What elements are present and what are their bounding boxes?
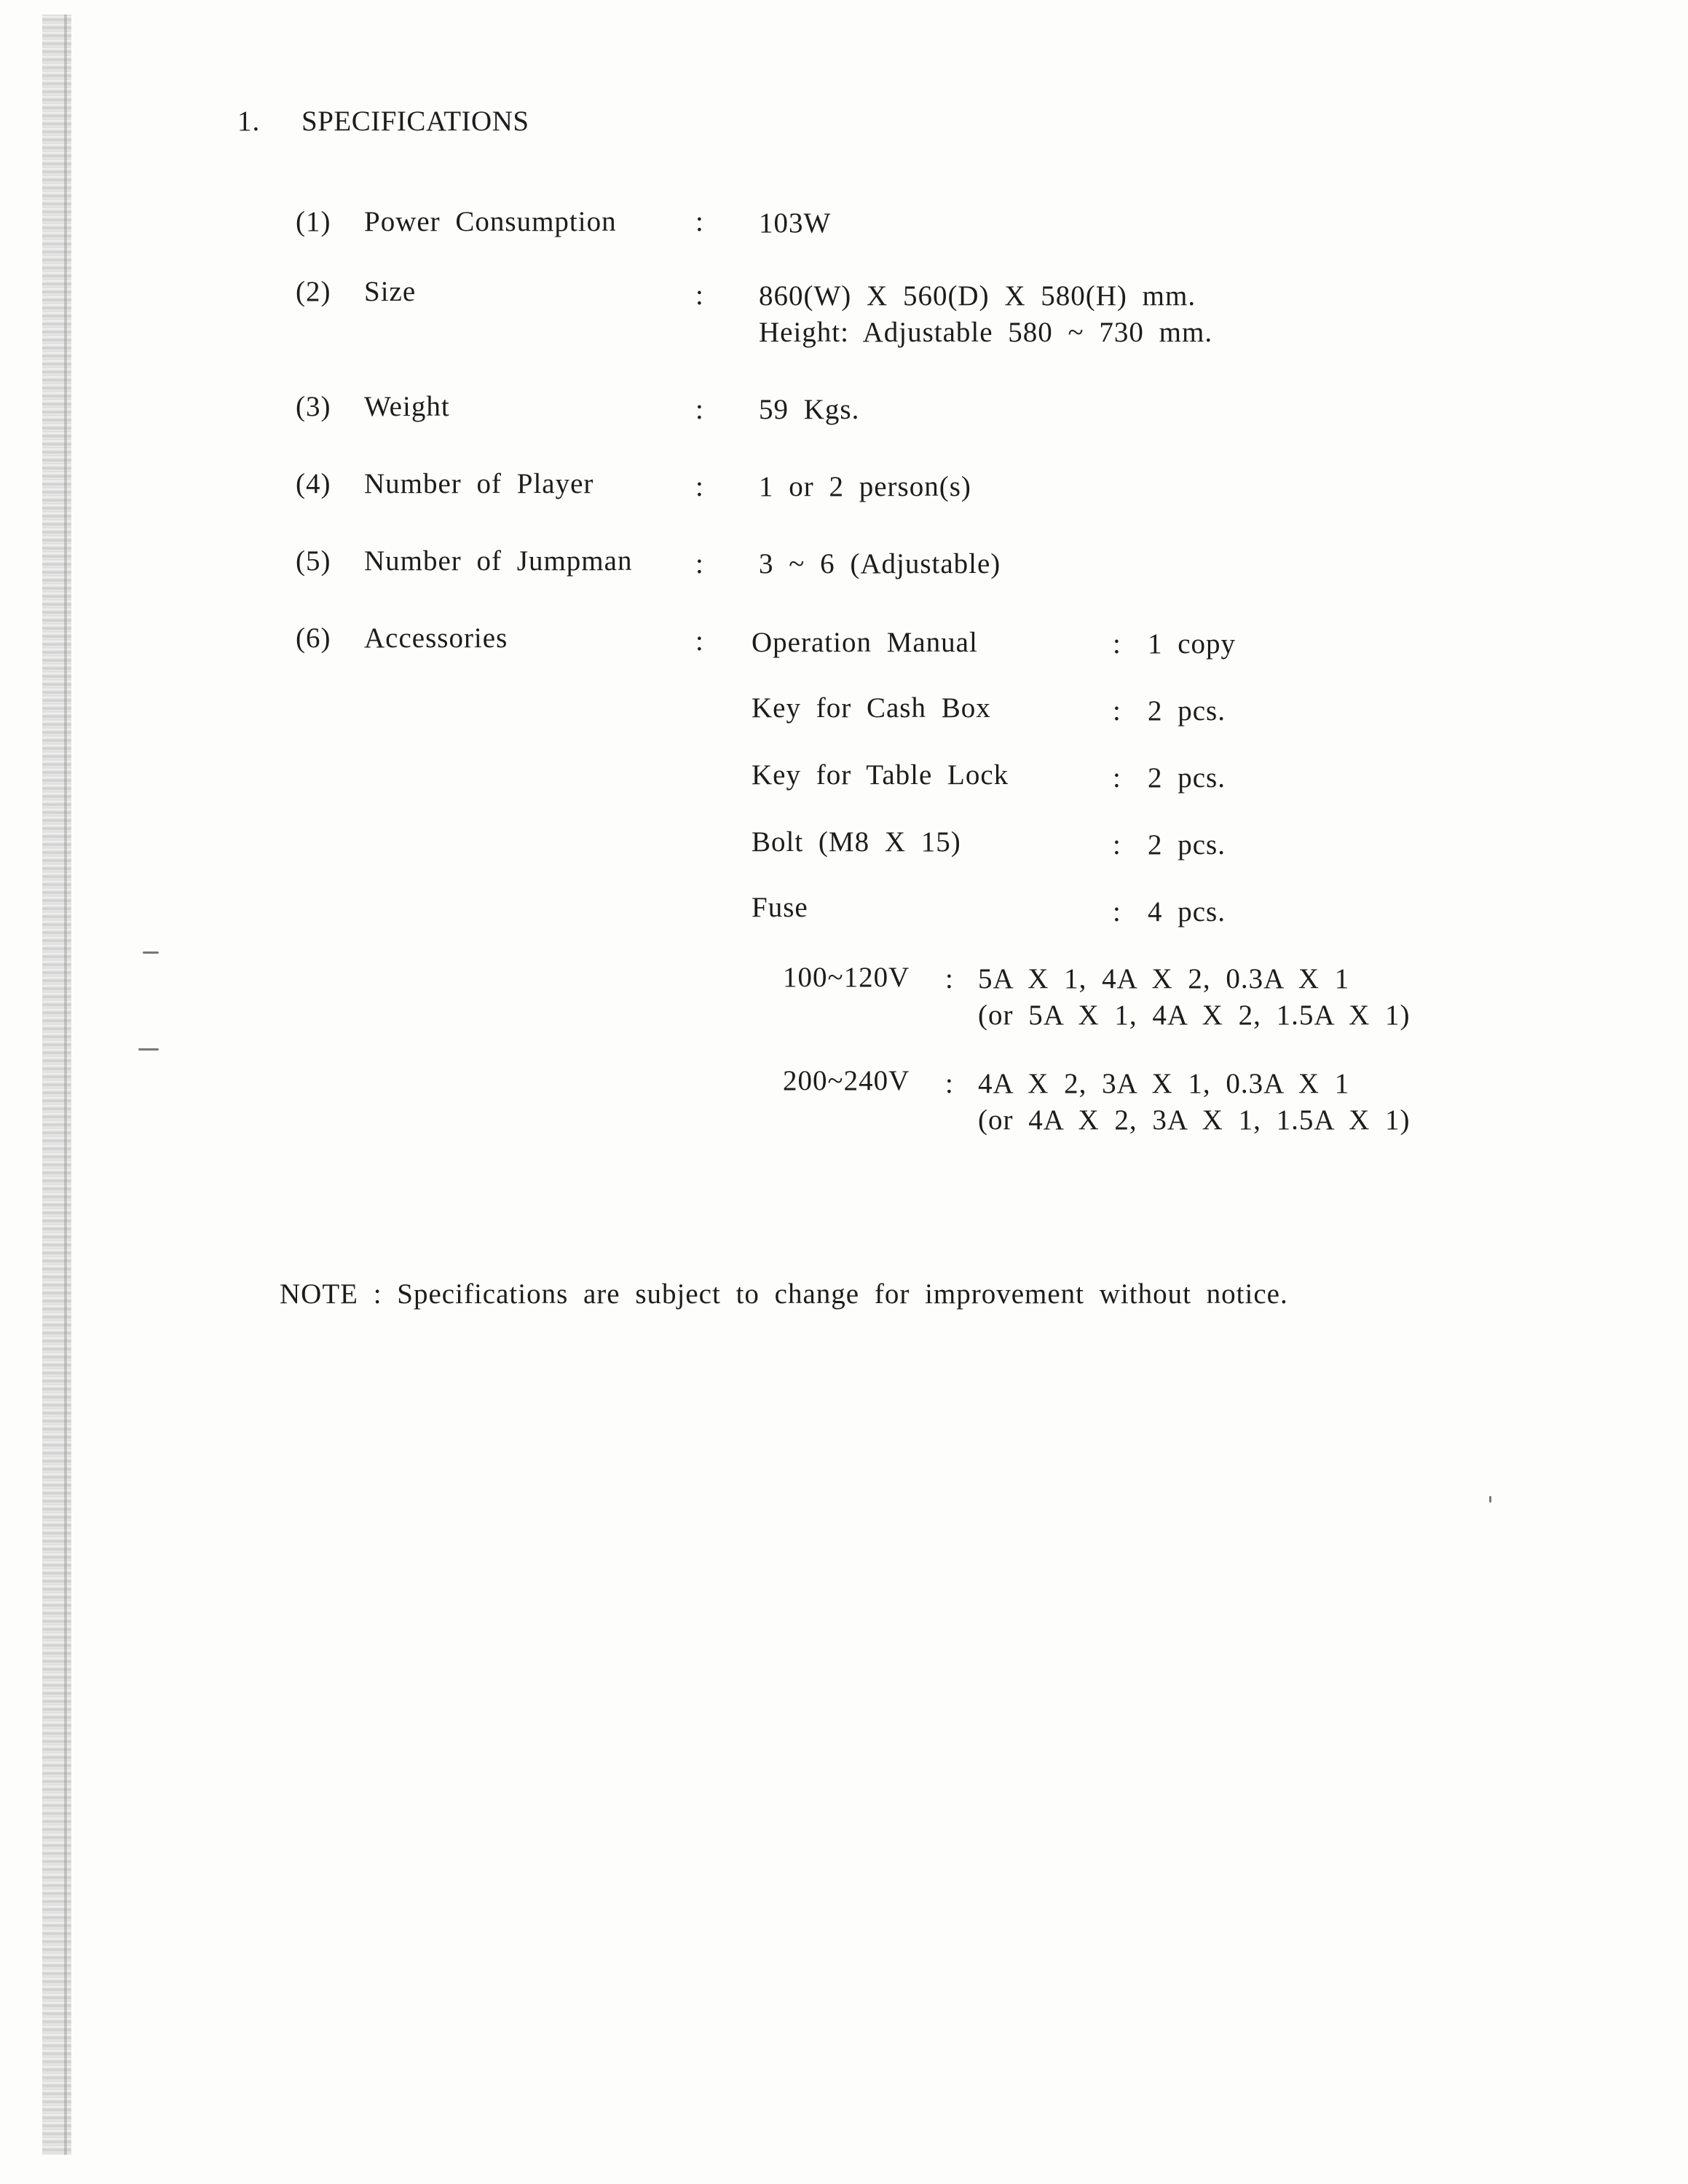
spec-label: Number of Jumpman <box>364 545 633 577</box>
spec-label: Number of Player <box>364 468 594 499</box>
spec-number: (4) <box>296 468 331 499</box>
fuse-spec-alt: (or 5A X 1, 4A X 2, 1.5A X 1) <box>978 1000 1411 1031</box>
fuse-spec-alt: (or 4A X 2, 3A X 1, 1.5A X 1) <box>978 1104 1411 1136</box>
spec-number: (5) <box>296 545 331 577</box>
fuse-colon: : <box>945 1068 954 1099</box>
fuse-spec: 5A X 1, 4A X 2, 0.3A X 1 <box>978 963 1350 994</box>
spec-colon: : <box>695 548 704 579</box>
spec-value-secondary: Height: Adjustable 580 ~ 730 mm. <box>759 317 1213 348</box>
spec-colon: : <box>695 394 704 425</box>
fuse-colon: : <box>945 963 954 994</box>
spec-label: Size <box>364 276 417 307</box>
accessory-qty: 4 pcs. <box>1148 896 1226 927</box>
accessory-name: Bolt (M8 X 15) <box>752 826 961 858</box>
accessory-name: Fuse <box>752 892 808 923</box>
fuse-spec: 4A X 2, 3A X 1, 0.3A X 1 <box>978 1068 1350 1099</box>
spec-value: 3 ~ 6 (Adjustable) <box>759 548 1001 579</box>
spec-label: Accessories <box>364 622 508 654</box>
accessory-colon: : <box>1113 896 1121 927</box>
fuse-voltage: 200~240V <box>783 1065 910 1096</box>
spec-number: (2) <box>296 276 331 307</box>
spec-label: Weight <box>364 391 450 422</box>
spec-value: 103W <box>759 207 832 239</box>
accessory-name: Key for Table Lock <box>752 759 1009 791</box>
spec-colon: : <box>695 471 704 502</box>
scan-speck <box>138 1048 159 1051</box>
scan-speck <box>1489 1496 1491 1503</box>
spec-number: (6) <box>296 622 331 654</box>
spec-colon: : <box>695 280 704 311</box>
accessory-qty: 1 copy <box>1148 628 1237 660</box>
spec-number: (3) <box>296 391 331 422</box>
spec-number: (1) <box>296 206 331 237</box>
spec-value: 59 Kgs. <box>759 394 860 425</box>
spec-colon: : <box>695 206 704 237</box>
spec-label: Power Consumption <box>364 206 617 237</box>
accessory-name: Operation Manual <box>752 627 978 658</box>
accessory-name: Key for Cash Box <box>752 692 991 724</box>
accessory-qty: 2 pcs. <box>1148 762 1226 794</box>
note-text: NOTE : Specifications are subject to change for improvement without notice. <box>280 1278 1288 1310</box>
binding-edge-shadow <box>42 15 71 2155</box>
accessory-colon: : <box>1113 628 1121 660</box>
spec-value: 1 or 2 person(s) <box>759 471 971 502</box>
accessory-colon: : <box>1113 695 1121 727</box>
spec-colon: : <box>695 625 704 657</box>
fuse-voltage: 100~120V <box>783 962 910 993</box>
spec-value: 860(W) X 560(D) X 580(H) mm. <box>759 280 1196 312</box>
section-title: SPECIFICATIONS <box>301 106 529 137</box>
accessory-colon: : <box>1113 829 1121 860</box>
accessory-qty: 2 pcs. <box>1148 695 1226 727</box>
section-number: 1. <box>237 106 261 137</box>
scan-speck <box>143 951 159 954</box>
accessory-qty: 2 pcs. <box>1148 829 1226 860</box>
accessory-colon: : <box>1113 762 1121 794</box>
